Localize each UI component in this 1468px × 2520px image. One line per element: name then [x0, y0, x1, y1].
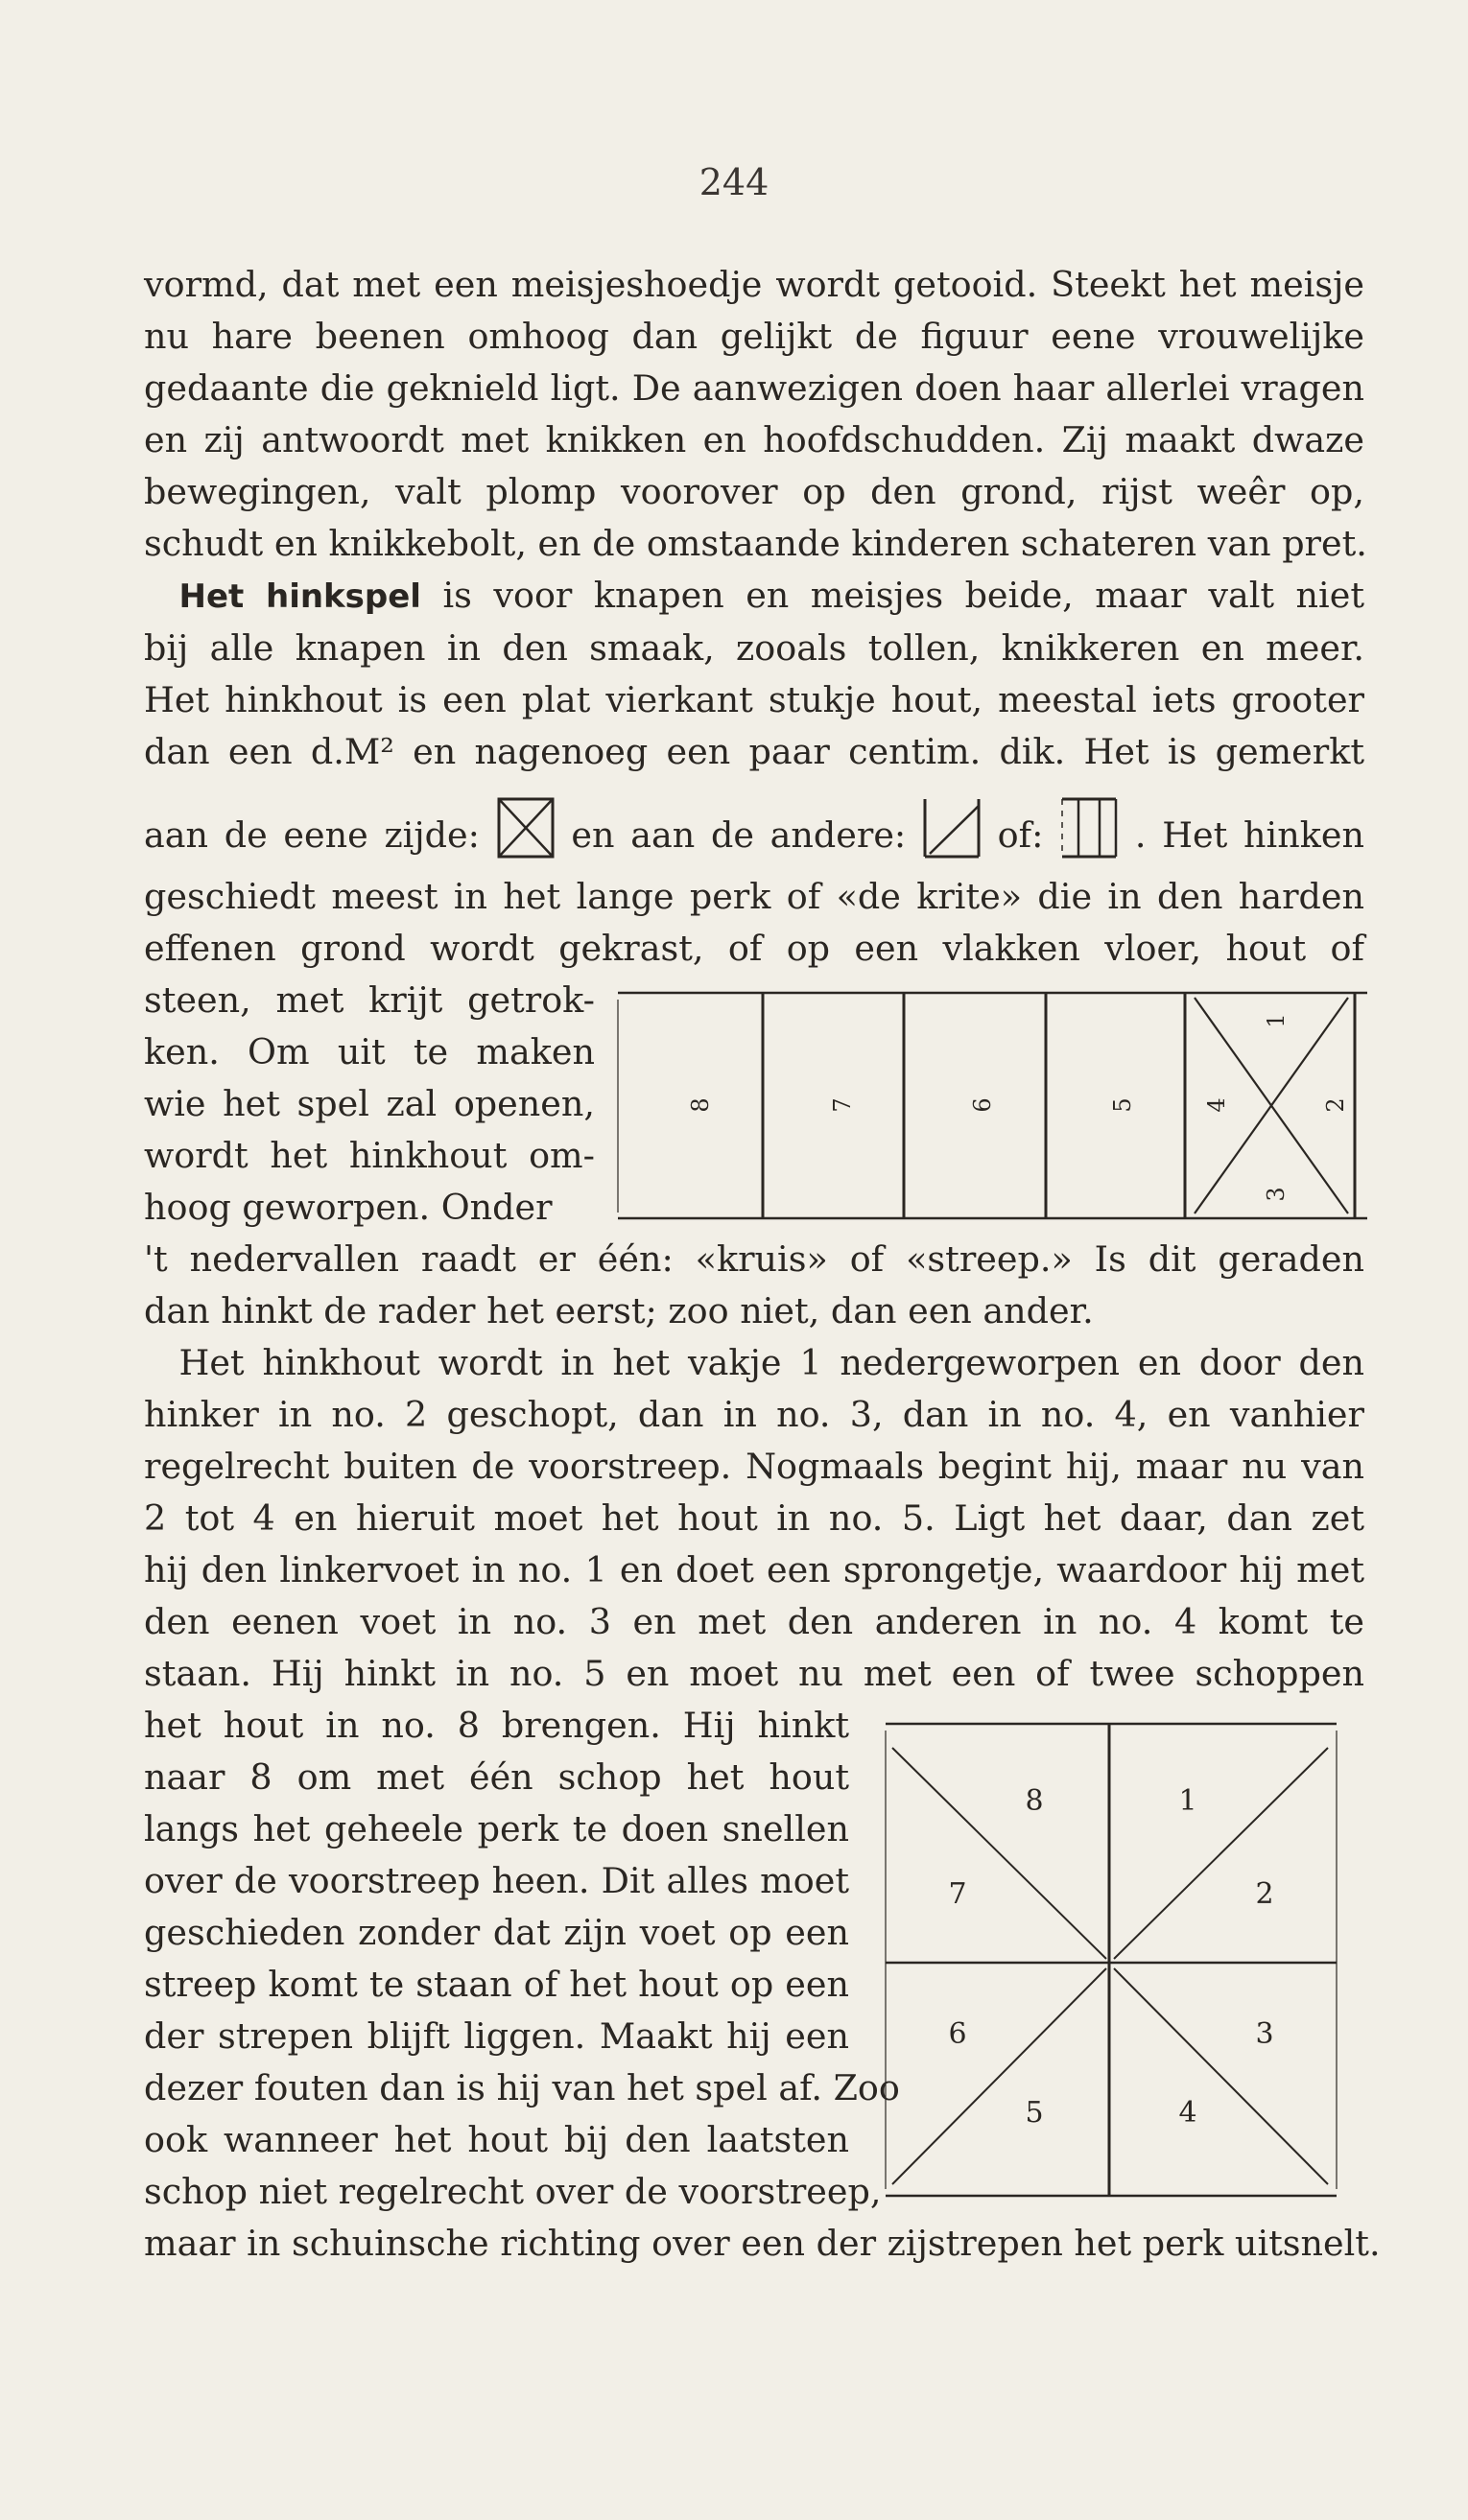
square-number: 5 [1025, 2096, 1044, 2130]
text-line: hinker in no. 2 geschopt, dan in no. 3, dan in no. 4, en vanhier [144, 1394, 1364, 1435]
text-line: regelrecht buiten de voorstreep. Nogmaals begint hij, maar nu van [144, 1446, 1364, 1487]
square-number: 1 [1178, 1784, 1197, 1818]
text-line: schudt en knikkebolt, en de omstaande kinderen schateren van pret. [144, 523, 1367, 564]
square-number: 6 [969, 1097, 996, 1113]
paragraph-3-beside-figure [144, 1700, 900, 2218]
square-number: 2 [1255, 1877, 1274, 1911]
text-line: den eenen voet in no. 3 en met den anderen in no. 4 komt te [144, 1601, 1364, 1642]
square-number: 1 [1263, 1013, 1290, 1028]
section-heading: Het hinkspel [178, 577, 421, 616]
text-line: staan. Hij hinkt in no. 5 en moet nu met een of twee schoppen [144, 1653, 1364, 1694]
text-line: dan een d.M² en nagenoeg een paar centim. dik. Het is gemerkt [144, 731, 1364, 772]
text-line: geschiedt meest in het lange perk of «de krite» die in den harden [144, 876, 1364, 917]
text-fragment: en aan de andere: [571, 814, 907, 856]
paragraph-3 [144, 1337, 1364, 1700]
text-fragment: of: [997, 814, 1044, 856]
text-line: geschieden zonder dat zijn voet op een [144, 1912, 849, 1953]
text-line: over de voorstreep heen. Dit alles moet [144, 1860, 849, 1901]
text-line: der strepen blijft liggen. Maakt hij een [144, 2015, 849, 2057]
square-number: 3 [1255, 2017, 1274, 2051]
text-line: 2 tot 4 en hieruit moet het hout in no. 5. Ligt het daar, dan zet [144, 1497, 1364, 1539]
text-line: wordt het hinkhout om- [144, 1135, 595, 1176]
square-number: 8 [687, 1097, 714, 1113]
text-line: Het hinkhout is een plat vierkant stukje hout, meestal iets grooter [144, 679, 1364, 720]
text-line: schop niet regelrecht over de voorstreep, [144, 2171, 882, 2212]
paragraph-3-end [144, 2218, 1381, 2270]
text-line: vormd, dat met een meisjeshoedje wordt getooid. Steekt het meisje [144, 264, 1364, 305]
text-fragment: aan de eene zijde: [144, 814, 480, 856]
text-line: het hout in no. 8 brengen. Hij hinkt [144, 1705, 849, 1746]
paragraph-2 [144, 570, 1364, 778]
square-number: 6 [948, 2017, 967, 2051]
square-number: 8 [1025, 1784, 1044, 1818]
text-line: ook wanneer het hout bij den laatsten [144, 2119, 849, 2160]
cross-box-icon [496, 796, 556, 880]
text-line: ken. Om uit te maken [144, 1031, 595, 1072]
text-fragment: is voor knapen en meisjes beide, maar valt niet [420, 575, 1364, 616]
text-line [144, 1337, 1364, 1389]
square-number: 7 [829, 1097, 856, 1113]
text-line: naar 8 om met één schop het hout [144, 1756, 849, 1798]
text-line: bij alle knapen in den smaak, zooals tollen, knikkeren en meer. [144, 627, 1364, 669]
text-line: en zij antwoordt met knikken en hoofdschudden. Zij maakt dwaze [144, 419, 1364, 460]
text-line: 't nedervallen raadt er één: «kruis» of «streep.» Is dit geraden [144, 1238, 1364, 1280]
square-number: 3 [1263, 1187, 1290, 1202]
text-line: gedaante die geknield ligt. De aanwezigen doen haar allerlei vragen [144, 367, 1364, 409]
square-number: 5 [1109, 1097, 1136, 1113]
diagonal-box-icon [922, 796, 982, 880]
text-line: effenen grond wordt gekrast, of op een vlakken vloer, hout of [144, 928, 1364, 969]
paragraph-2-end [144, 1234, 1364, 1337]
text-line [144, 570, 1364, 623]
text-line: steen, met krijt getrok- [144, 979, 595, 1021]
square-number: 2 [1322, 1097, 1349, 1113]
text-line: wie het spel zal openen, [144, 1083, 595, 1124]
text-fragment: . Het hinken [1134, 814, 1364, 856]
text-line: langs het geheele perk te doen snellen [144, 1808, 849, 1849]
paragraph-2-continued [144, 871, 1364, 975]
square-number: 4 [1203, 1097, 1230, 1113]
paragraph-2-beside-figure [144, 975, 595, 1234]
paragraph-1 [144, 259, 1367, 570]
square-number: 7 [948, 1877, 967, 1911]
stripe-box-icon [1059, 796, 1119, 880]
hopscotch-square-court-figure [881, 1719, 1339, 2201]
symbols-line [144, 796, 1364, 860]
text-line: streep komt te staan of het hout op een [144, 1964, 849, 2005]
text-line: nu hare beenen omhoog dan gelijkt de figuur eene vrouwelijke [144, 316, 1364, 357]
text-line: bewegingen, valt plomp voorover op den grond, rijst weêr op, [144, 471, 1364, 512]
hopscotch-long-court-figure [614, 988, 1372, 1223]
text-fragment: Het hinkhout wordt in het vakje 1 nedergeworpen en door den [178, 1342, 1364, 1383]
square-number: 4 [1178, 2096, 1197, 2130]
text-line: maar in schuinsche richting over een der zijstrepen het perk uitsnelt. [144, 2223, 1381, 2264]
text-line: dan hinkt de rader het eerst; zoo niet, dan een ander. [144, 1290, 1094, 1331]
page-number: 244 [698, 161, 770, 203]
text-line [144, 796, 1364, 880]
text-line: hij den linkervoet in no. 1 en doet een sprongetje, waardoor hij met [144, 1549, 1364, 1590]
text-line: dezer fouten dan is hij van het spel af. Zoo [144, 2067, 900, 2108]
text-line: hoog geworpen. Onder [144, 1187, 553, 1228]
